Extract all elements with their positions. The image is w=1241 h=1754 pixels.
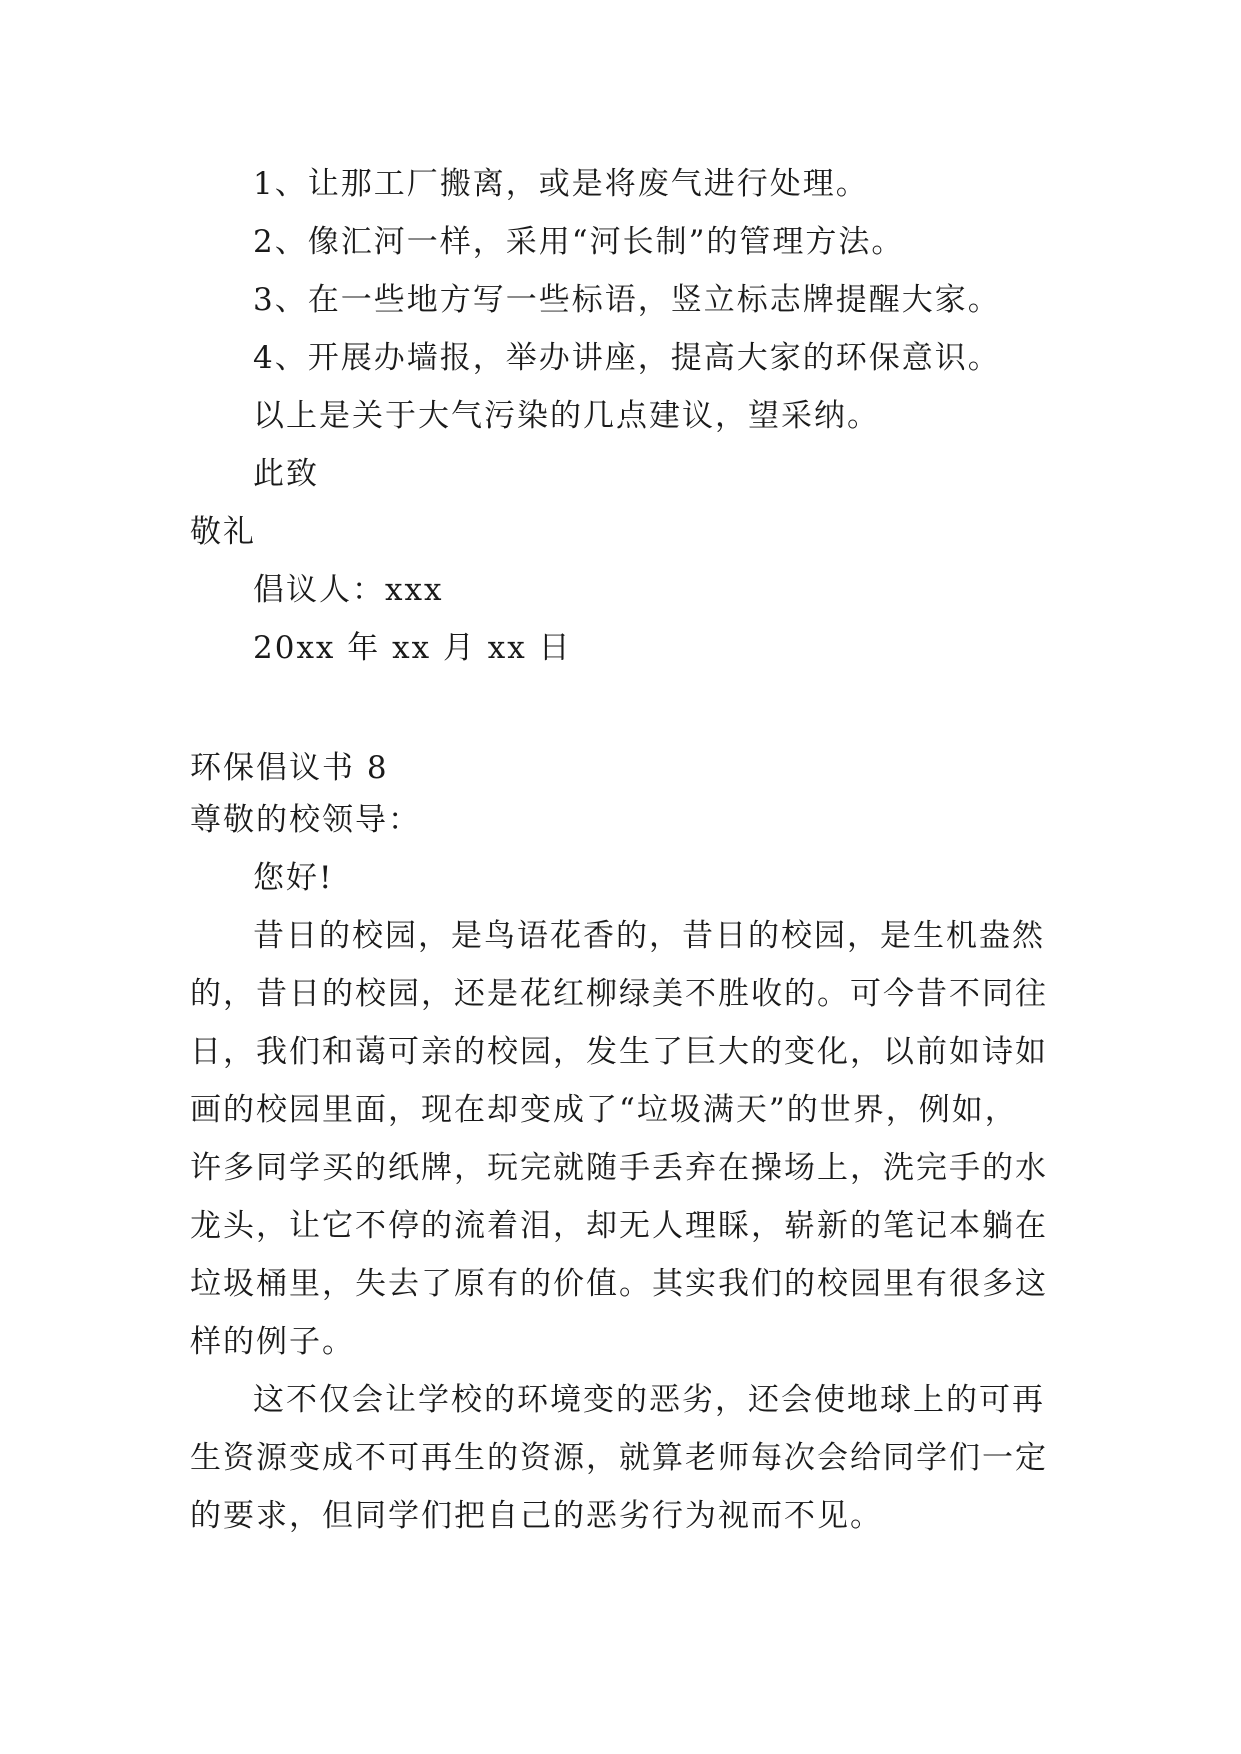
date: 20xx 年 xx 月 xx 日 <box>253 630 572 666</box>
paragraph-line: 画的校园里面，现在却变成了“垃圾满天”的世界，例如， <box>190 1092 1018 1128</box>
suggestion-item: 4、开展办墙报，举办讲座，提高大家的环保意识。 <box>253 340 1001 376</box>
paragraph-line: 日，我们和蔼可亲的校园，发生了巨大的变化，以前如诗如 <box>190 1034 1048 1070</box>
paragraph-line: 昔日的校园，是鸟语花香的，昔日的校园，是生机盎然 <box>253 918 1045 954</box>
paragraph-line: 垃圾桶里，失去了原有的价值。其实我们的校园里有很多这 <box>190 1266 1048 1302</box>
paragraph-line: 样的例子。 <box>190 1324 355 1360</box>
signer: 倡议人：xxx <box>253 572 444 608</box>
suggestion-item: 2、像汇河一样，采用“河长制”的管理方法。 <box>253 224 905 260</box>
paragraph-line: 生资源变成不可再生的资源，就算老师每次会给同学们一定 <box>190 1440 1048 1476</box>
closing-sentence: 以上是关于大气污染的几点建议，望采纳。 <box>253 398 880 434</box>
greeting: 您好! <box>253 860 334 896</box>
suggestion-item: 1、让那工厂搬离，或是将废气进行处理。 <box>253 166 869 202</box>
paragraph-line: 这不仅会让学校的环境变的恶劣，还会使地球上的可再 <box>253 1382 1045 1418</box>
salutation-jing-li: 敬礼 <box>190 514 256 550</box>
salutation-ci-zhi: 此致 <box>253 456 319 492</box>
paragraph-line: 龙头，让它不停的流着泪，却无人理睬，崭新的笔记本躺在 <box>190 1208 1048 1244</box>
paragraph-line: 的，昔日的校园，还是花红柳绿美不胜收的。可今昔不同往 <box>190 976 1048 1012</box>
section-title: 环保倡议书 8 <box>190 750 389 786</box>
paragraph-line: 的要求，但同学们把自己的恶劣行为视而不见。 <box>190 1498 883 1534</box>
recipient: 尊敬的校领导： <box>190 802 421 838</box>
paragraph-line: 许多同学买的纸牌，玩完就随手丢弃在操场上，洗完手的水 <box>190 1150 1048 1186</box>
suggestion-item: 3、在一些地方写一些标语，竖立标志牌提醒大家。 <box>253 282 1001 318</box>
